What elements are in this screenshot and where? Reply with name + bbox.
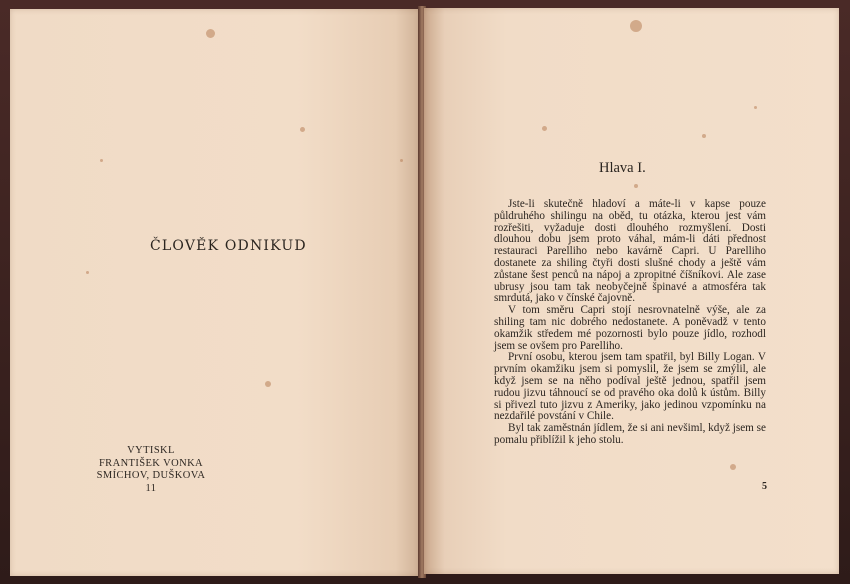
imprint-line: SMÍCHOV, DUŠKOVA bbox=[96, 470, 206, 481]
imprint-line: 11 bbox=[145, 482, 157, 494]
book-title: ČLOVĚK ODNIKUD bbox=[150, 238, 307, 254]
foxing-spot bbox=[100, 159, 103, 162]
printer-imprint bbox=[96, 445, 206, 495]
chapter-heading: Hlava I. bbox=[599, 160, 646, 176]
paragraph: Byl tak zaměstnán jídlem, že si ani nevšiml, když jsem se pomalu přiblížil k jeho stolu. bbox=[494, 422, 766, 446]
foxing-spot bbox=[300, 127, 305, 132]
left-page bbox=[10, 9, 420, 576]
foxing-spot bbox=[754, 106, 757, 109]
foxing-spot bbox=[630, 20, 642, 32]
foxing-spot bbox=[634, 184, 638, 188]
paragraph: V tom směru Capri stojí nesrovnatelně výše, ale za shiling tam nic dobrého nedostanete. A poněvadž v tento okamžik středem mé pozornosti bylo pouze jídlo, rozhodl jsem se ovšem pro Parelliho. bbox=[494, 304, 766, 352]
imprint-line: VYTISKL bbox=[127, 445, 175, 456]
foxing-spot bbox=[206, 29, 215, 38]
page-number: 5 bbox=[762, 481, 767, 492]
imprint-line: FRANTIŠEK VONKA bbox=[98, 457, 204, 469]
paragraph: Jste-li skutečně hladoví a máte-li v kapse pouze půldruhého shilingu na oběd, tu otázka, kterou jest vám rozřešiti, vyžaduje dosti dlouhého rozmyšlení. Dosti dlouhou dobu jsem proto váhal, mám-li dáti přednost restauraci Parelliho nebo kavárně Capri. U Parelliho dostanete za shiling čtyři dosti slušné chody a ještě vám zůstane šest penců na nápoj a zpropitné číšníkovi. Ale zase ubrusy jsou tam tak neobyčejně špinavé a atmosféra tak smrdutá, jako v čínské čajovně. bbox=[494, 198, 766, 305]
foxing-spot bbox=[542, 126, 547, 131]
paragraph: První osobu, kterou jsem tam spatřil, byl Billy Logan. V prvním okamžiku jsem si pomyslil, že jsem se zmýlil, ale když jsem se na něho podíval ještě jednou, spatřil jsem rudou jizvu táhnoucí se od pravého oka dolů k ústům. Billy si přivezl tuto jizvu z Ameriky, jako jedinou vzpomínku na nezdařilé povstání v Chile. bbox=[494, 351, 766, 423]
foxing-spot bbox=[265, 381, 271, 387]
foxing-spot bbox=[730, 464, 736, 470]
foxing-spot bbox=[702, 134, 706, 138]
foxing-spot bbox=[400, 159, 403, 162]
foxing-spot bbox=[86, 271, 89, 274]
chapter-text bbox=[494, 199, 766, 447]
